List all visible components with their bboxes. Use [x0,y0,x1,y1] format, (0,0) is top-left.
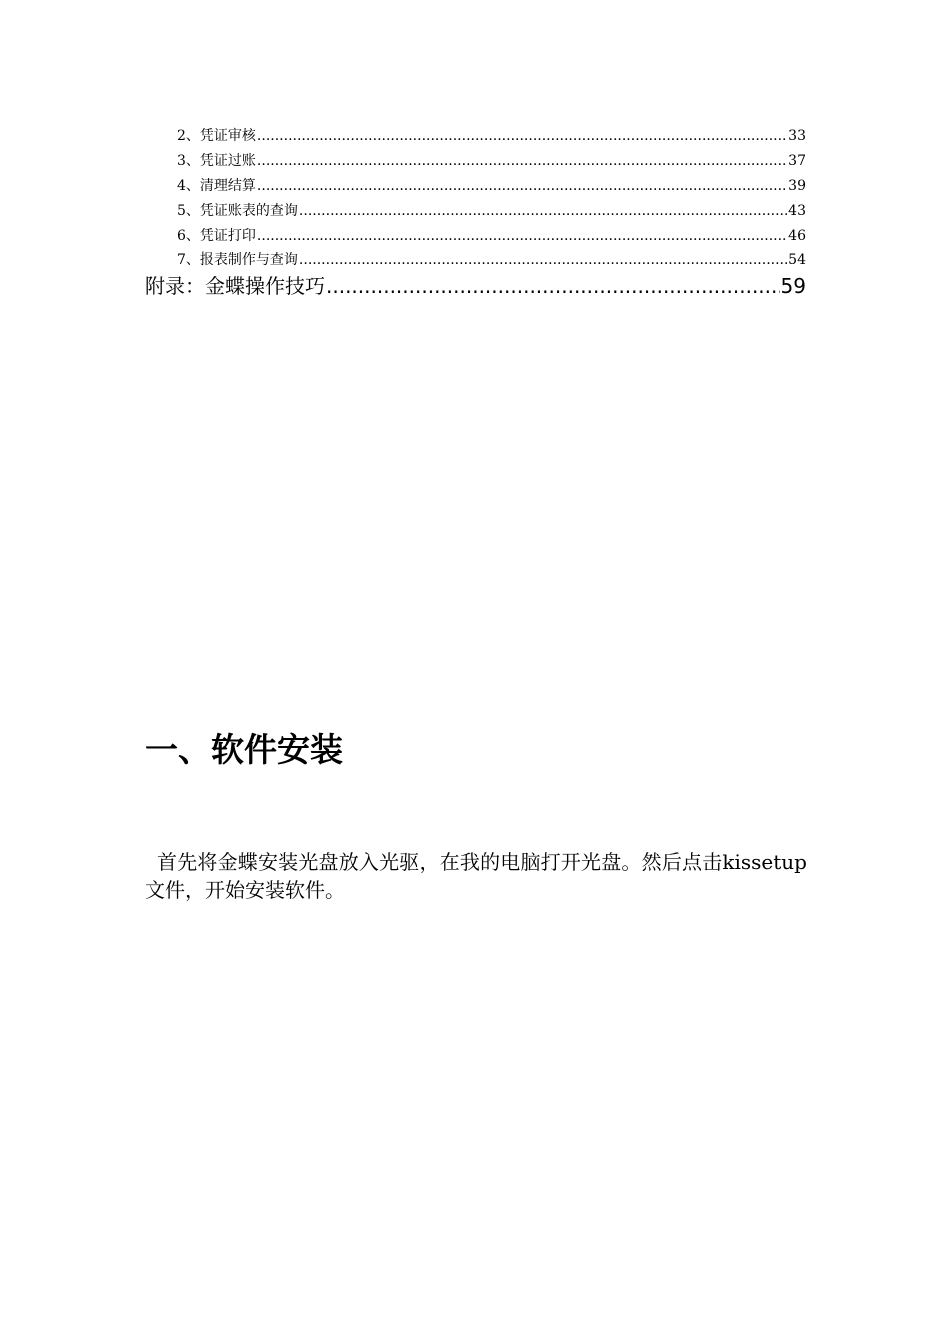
toc-entry-label: 4、清理结算 [177,178,256,194]
toc-entry-label: 6、凭证打印 [177,228,256,244]
toc-entry-voucher-posting[interactable] [177,151,806,171]
section-heading: 一、软件安装 [145,730,343,769]
toc-entry-voucher-review[interactable] [177,126,806,146]
toc-dot-leader [257,176,787,196]
toc-entry-label: 附录：金蝶操作技巧 [145,274,325,298]
toc-entry-page: 33 [788,128,806,144]
toc-dot-leader [257,126,787,146]
toc-dot-leader [257,151,787,171]
body-paragraph: 首先将金蝶安装光盘放入光驱，在我的电脑打开光盘。然后点击kissetup文件，开始安装软件。 [145,850,807,902]
toc-entry-page: 54 [788,252,806,268]
toc-entry-label: 7、报表制作与查询 [177,252,298,268]
toc-dot-leader [326,272,780,300]
toc-entry-report-making[interactable] [177,250,806,270]
toc-entry-page: 46 [788,228,806,244]
toc-entry-ledger-query[interactable] [177,201,806,221]
toc-dot-leader [257,226,787,246]
toc-entry-label: 5、凭证账表的查询 [177,203,298,219]
toc-dot-leader [299,201,787,221]
toc-entry-voucher-print[interactable] [177,226,806,246]
toc-entry-label: 2、凭证审核 [177,128,256,144]
toc-dot-leader [299,250,787,270]
toc-entry-label: 3、凭证过账 [177,153,256,169]
toc-entry-appendix[interactable] [145,272,806,300]
toc-entry-page: 37 [788,153,806,169]
toc-entry-page: 43 [788,203,806,219]
toc-entry-page: 39 [788,178,806,194]
toc-entry-page: 59 [780,274,806,298]
toc-entry-settlement[interactable] [177,176,806,196]
